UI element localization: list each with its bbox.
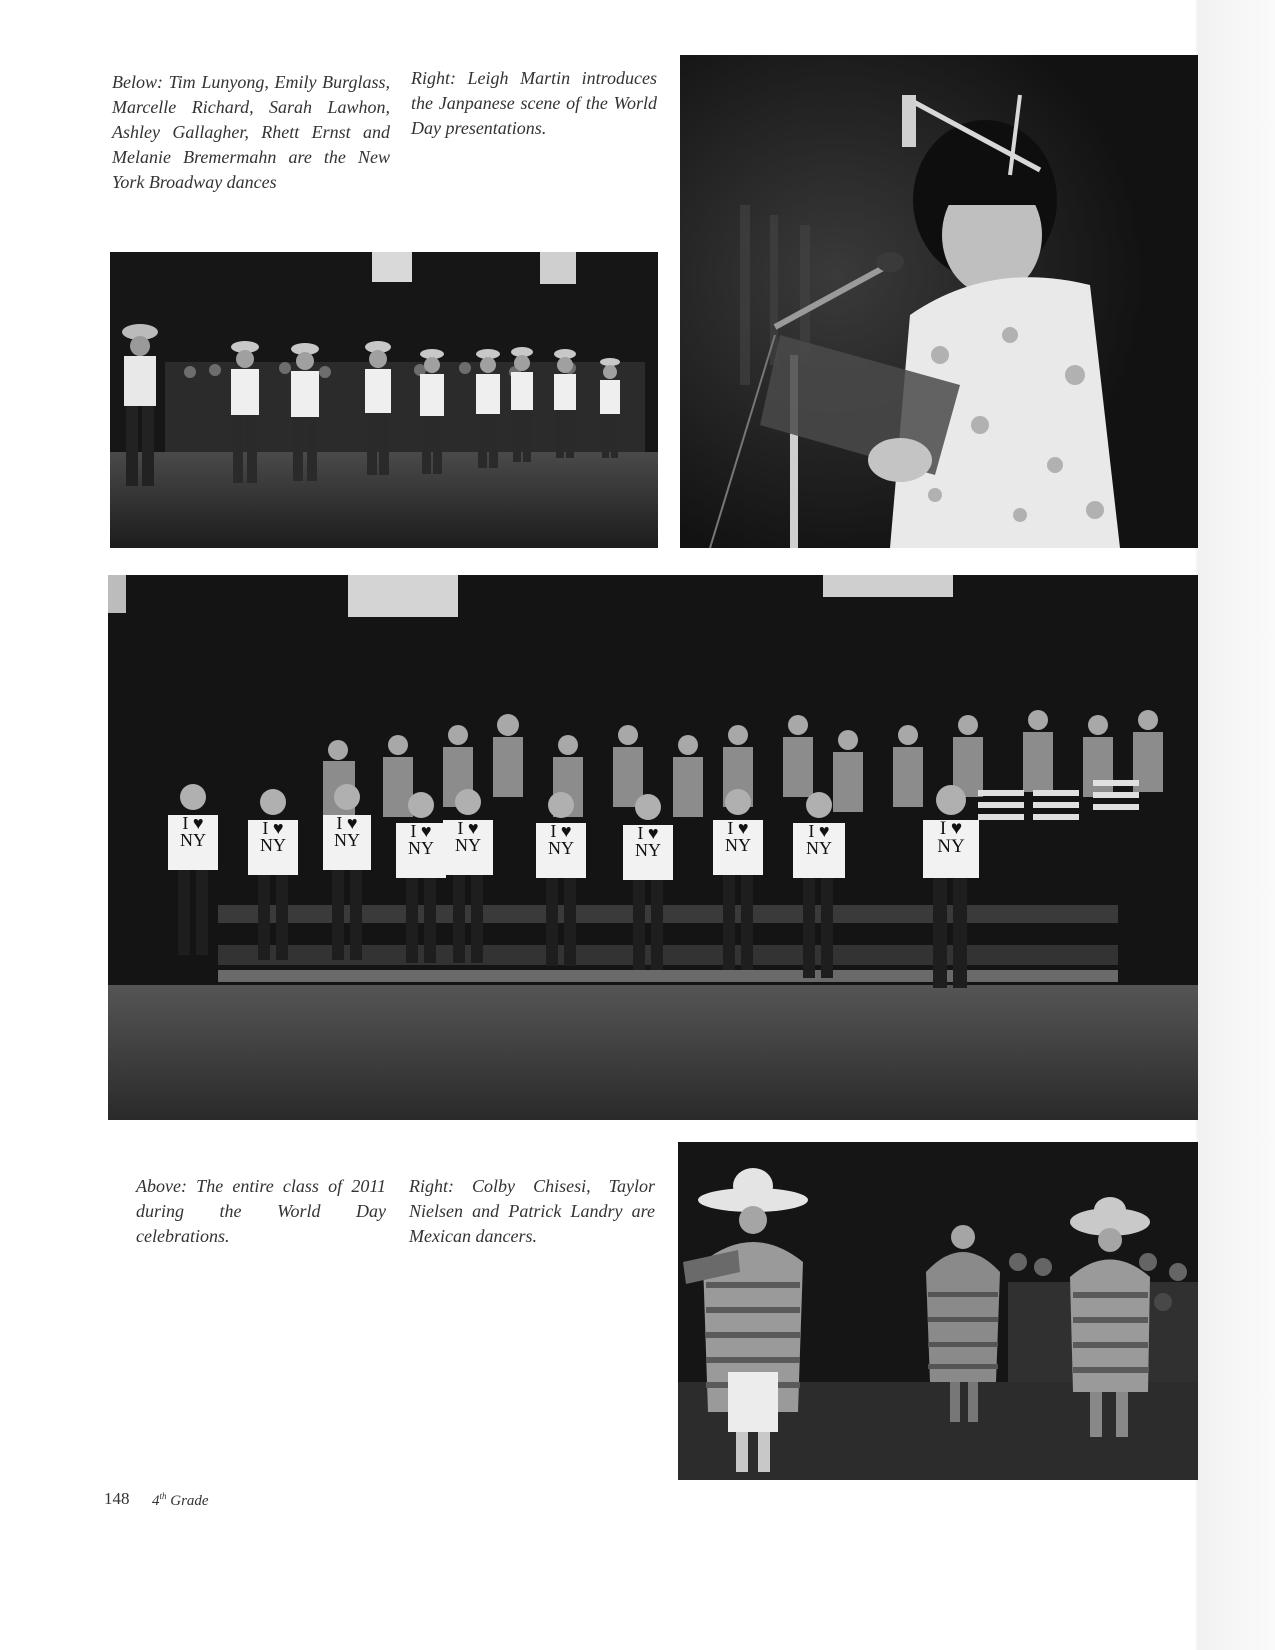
front-row-shirt (248, 820, 298, 875)
photo-broadway-dancers (110, 252, 658, 548)
heart-icon: ♥ (272, 818, 284, 838)
photo-mexican-dancers (678, 1142, 1198, 1480)
heart-icon: ♥ (192, 813, 204, 833)
shirt-ny: NY (937, 836, 965, 857)
shirt-ny: NY (260, 835, 286, 855)
heart-icon: ♥ (346, 813, 358, 833)
front-row-shirt (536, 823, 586, 878)
shirt-i: I (637, 823, 644, 843)
shirt-i: I (336, 813, 343, 833)
heart-icon: ♥ (420, 821, 432, 841)
caption-mexican: Right: Colby Chisesi, Taylor Nielsen and Patrick Landry are Mexican dancers. (409, 1176, 655, 1246)
shirt-ny: NY (455, 835, 481, 855)
shirt-ny: NY (806, 838, 832, 858)
front-row-shirt (396, 823, 446, 878)
heart-icon: ♥ (818, 821, 830, 841)
shirt-i: I (727, 818, 734, 838)
caption-class: Above: The entire class of 2011 during the World Day celebrations. (136, 1176, 386, 1246)
page-edge-shadow (1195, 0, 1275, 1650)
heart-icon: ♥ (737, 818, 749, 838)
caption-japanese: Right: Leigh Martin introduces the Janpanese scene of the World Day presentations. (411, 68, 657, 138)
front-row-shirt (713, 820, 763, 875)
front-row-shirt (323, 815, 371, 870)
shirt-i: I (808, 821, 815, 841)
shirt-ny: NY (635, 840, 661, 860)
front-row-shirt (623, 825, 673, 880)
shirt-i: I (457, 818, 464, 838)
shirt-i: I (939, 818, 947, 839)
front-row-shirt (923, 820, 979, 878)
heart-icon: ♥ (467, 818, 479, 838)
shirt-i: I (410, 821, 417, 841)
page-number: 148 (104, 1489, 130, 1508)
grade-number: 4 (152, 1493, 160, 1509)
shirt-ny: NY (408, 838, 434, 858)
grade-label (152, 1491, 209, 1510)
grade-suffix: th (159, 1491, 167, 1501)
photo-entire-class (108, 575, 1198, 1120)
heart-icon: ♥ (560, 821, 572, 841)
shirt-ny: NY (548, 838, 574, 858)
heart-icon: ♥ (647, 823, 659, 843)
front-row-shirt (443, 820, 493, 875)
grade-word: Grade (170, 1493, 209, 1509)
shirt-ny: NY (725, 835, 751, 855)
photo-japanese-scene (680, 55, 1198, 548)
shirt-ny: NY (180, 830, 206, 850)
heart-icon: ♥ (950, 818, 963, 839)
shirt-i: I (182, 813, 189, 833)
front-row-shirt (793, 823, 845, 878)
shirt-ny: NY (334, 830, 360, 850)
front-row-shirt (168, 815, 218, 870)
caption-broadway: Below: Tim Lunyong, Emily Burglass, Marcelle Richard, Sarah Lawhon, Ashley Gallagher, Rhett Ernst and Melanie Bremermahn are the New York Broadway dances (112, 72, 390, 192)
shirt-i: I (550, 821, 557, 841)
shirt-i: I (262, 818, 269, 838)
